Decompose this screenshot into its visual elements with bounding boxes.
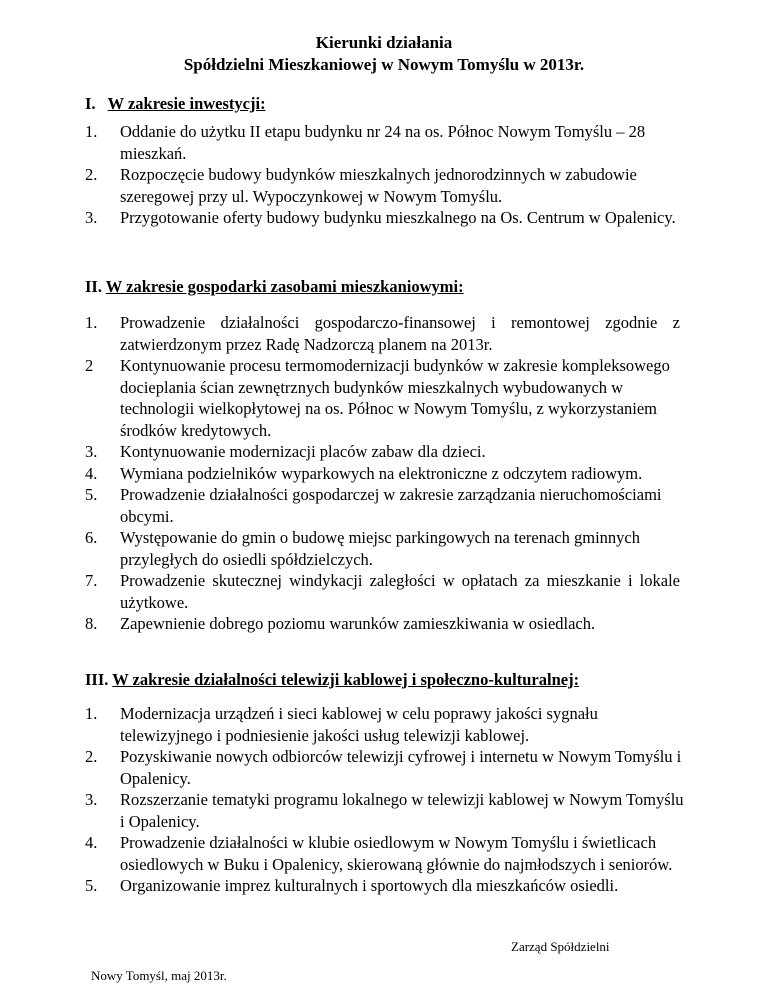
section-2-number: II. bbox=[85, 277, 102, 296]
list-item-number: 2. bbox=[85, 165, 98, 184]
section-1-heading bbox=[85, 94, 266, 114]
list-item-text: Zapewnienie dobrego poziomu warunków zamieszkiwania w osiedlach. bbox=[120, 614, 596, 633]
list-item bbox=[85, 746, 685, 789]
list-item-number: 2 bbox=[85, 356, 94, 375]
list-item bbox=[85, 875, 685, 897]
list-item-number: 5. bbox=[85, 876, 98, 895]
list-item-number: 4. bbox=[85, 833, 98, 852]
list-item bbox=[85, 570, 680, 613]
list-item-number: 2. bbox=[85, 747, 98, 766]
list-item-text: Rozpoczęcie budowy budynków mieszkalnych jednorodzinnych w zabudowie szeregowej przy ul. Wypoczynkowej w Nowym Tomyślu. bbox=[120, 165, 637, 206]
list-item-number: 3. bbox=[85, 442, 98, 461]
list-item bbox=[85, 441, 680, 463]
list-item-number: 8. bbox=[85, 614, 98, 633]
list-item bbox=[85, 463, 680, 485]
section-3-heading bbox=[85, 670, 579, 690]
section-3-title: W zakresie działalności telewizji kablowej i społeczno-kulturalnej: bbox=[112, 670, 580, 689]
section-1-number: I. bbox=[85, 94, 96, 113]
list-item-text: Prowadzenie skutecznej windykacji zaległości w opłatach za mieszkanie i lokale użytkowe. bbox=[120, 571, 680, 612]
list-item-text: Rozszerzanie tematyki programu lokalnego w telewizji kablowej w Nowym Tomyślu i Opalenicy. bbox=[120, 790, 684, 831]
list-item bbox=[85, 164, 685, 207]
document-title-line2: Spółdzielni Mieszkaniowej w Nowym Tomyślu w 2013r. bbox=[183, 55, 585, 74]
list-item-text: Prowadzenie działalności w klubie osiedlowym w Nowym Tomyślu i świetlicach osiedlowych w Buku i Opalenicy, skierowaną głównie do najmłodszych i seniorów. bbox=[120, 833, 673, 874]
list-item bbox=[85, 312, 680, 355]
signature: Zarząd Spółdzielni bbox=[511, 939, 610, 954]
list-item-number: 6. bbox=[85, 528, 98, 547]
section-2-heading bbox=[85, 277, 464, 297]
list-item bbox=[85, 355, 680, 441]
list-item bbox=[85, 527, 680, 570]
list-item-text: Występowanie do gmin o budowę miejsc parkingowych na terenach gminnych przyległych do osiedli spółdzielczych. bbox=[120, 528, 640, 569]
list-item-text: Przygotowanie oferty budowy budynku mieszkalnego na Os. Centrum w Opalenicy. bbox=[120, 208, 676, 227]
list-item bbox=[85, 789, 685, 832]
footer-place-date: Nowy Tomyśl, maj 2013r. bbox=[91, 968, 227, 983]
list-item-text: Modernizacja urządzeń i sieci kablowej w celu poprawy jakości sygnału telewizyjnego i podniesienie jakości usług telewizji kablowej. bbox=[120, 704, 598, 745]
list-item-text: Kontynuowanie modernizacji placów zabaw dla dzieci. bbox=[120, 442, 486, 461]
list-item-number: 5. bbox=[85, 485, 98, 504]
list-item-text: Pozyskiwanie nowych odbiorców telewizji cyfrowej i internetu w Nowym Tomyślu i Opalenicy. bbox=[120, 747, 682, 788]
list-item bbox=[85, 613, 680, 635]
list-item-number: 1. bbox=[85, 313, 98, 332]
section-1-title: W zakresie inwestycji: bbox=[107, 94, 266, 113]
list-item-number: 1. bbox=[85, 704, 98, 723]
list-item bbox=[85, 207, 685, 229]
list-item-number: 7. bbox=[85, 571, 98, 590]
list-item-text: Kontynuowanie procesu termomodernizacji budynków w zakresie kompleksowego docieplania ścian zewnętrznych budynków mieszkalnych wybudowanych w technologii wielkopłytowej na os. Północ w Nowym Tomyślu, z wykorzystaniem środków kredytowych. bbox=[120, 356, 670, 440]
list-item bbox=[85, 121, 685, 164]
list-item-text: Prowadzenie działalności gospodarczej w zakresie zarządzania nieruchomościami obcymi. bbox=[120, 485, 662, 526]
section-3-list bbox=[85, 703, 685, 897]
document-title-line1: Kierunki działania bbox=[315, 33, 453, 52]
section-1-list bbox=[85, 121, 685, 229]
list-item-number: 3. bbox=[85, 790, 98, 809]
section-2-title: W zakresie gospodarki zasobami mieszkaniowymi: bbox=[105, 277, 464, 296]
list-item-number: 4. bbox=[85, 463, 98, 483]
list-item-number: 1. bbox=[85, 122, 98, 141]
list-item bbox=[85, 703, 685, 746]
section-3-number: III. bbox=[85, 670, 109, 689]
list-item-text: Wymiana podzielników wyparkowych na elektroniczne z odczytem radiowym. bbox=[120, 463, 643, 483]
list-item-number: 3. bbox=[85, 208, 98, 227]
list-item bbox=[85, 484, 680, 527]
list-item bbox=[85, 832, 685, 875]
list-item-text: Oddanie do użytku II etapu budynku nr 24 na os. Północ Nowym Tomyślu – 28 mieszkań. bbox=[120, 122, 646, 163]
list-item-text: Organizowanie imprez kulturalnych i sportowych dla mieszkańców osiedli. bbox=[120, 876, 619, 895]
list-item-text: Prowadzenie działalności gospodarczo-finansowej i remontowej zgodnie z zatwierdzonym przez Radę Nadzorczą planem na 2013r. bbox=[120, 313, 680, 354]
section-2-list bbox=[85, 312, 680, 635]
